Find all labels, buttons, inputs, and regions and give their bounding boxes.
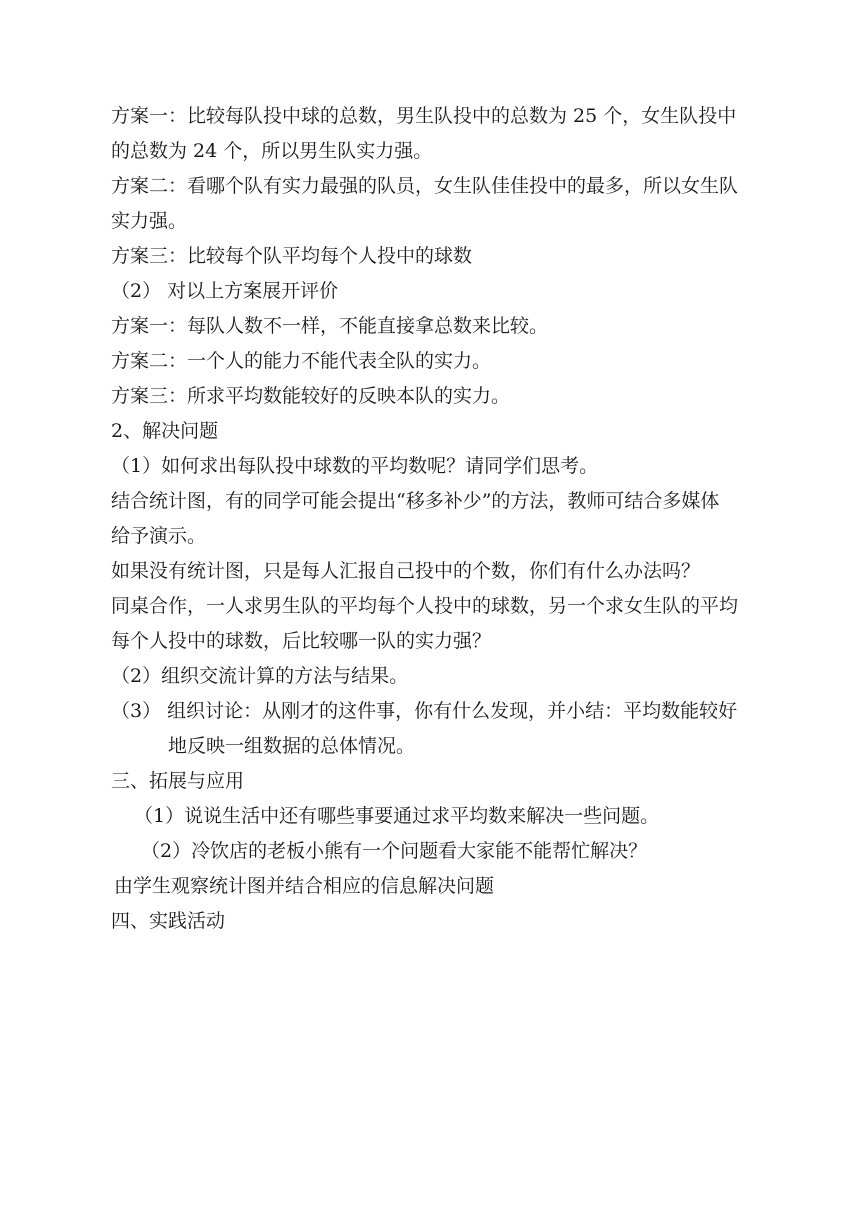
paragraph-line: （2）冷饮店的老板小熊有一个问题看大家能不能帮忙解决？ xyxy=(141,840,648,862)
paragraph-line: 结合统计图，有的同学可能会提出“移多补少”的方法，教师可结合多媒体 xyxy=(111,490,720,512)
paragraph-line: （2）组织交流计算的方法与结果。 xyxy=(111,665,409,687)
paragraph-line: 方案三：所求平均数能较好的反映本队的实力。 xyxy=(111,385,511,407)
paragraph-line: 每个人投中的球数，后比较哪一队的实力强？ xyxy=(111,630,492,652)
paragraph-line: 方案二：看哪个队有实力最强的队员，女生队佳佳投中的最多，所以女生队 xyxy=(111,175,739,197)
paragraph-line: 给予演示。 xyxy=(111,525,207,547)
paragraph-line: 方案一：每队人数不一样，不能直接拿总数来比较。 xyxy=(111,315,549,337)
paragraph-line: 方案二：一个人的能力不能代表全队的实力。 xyxy=(111,350,492,372)
paragraph-line: 同桌合作，一人求男生队的平均每个人投中的球数，另一个求女生队的平均 xyxy=(111,595,739,617)
paragraph-line: （2） 对以上方案展开评价 xyxy=(111,280,339,302)
paragraph-line: 实力强。 xyxy=(111,210,188,232)
section-heading: 四、实践活动 xyxy=(111,910,226,932)
paragraph-line: （1）如何求出每队投中球数的平均数呢？请同学们思考。 xyxy=(111,455,599,477)
paragraph-line: 的总数为 24 个，所以男生队实力强。 xyxy=(111,140,433,162)
paragraph-line: （3） 组织讨论：从刚才的这件事，你有什么发现，并小结：平均数能较好 xyxy=(111,700,738,722)
section-heading: 三、拓展与应用 xyxy=(111,770,245,792)
paragraph-line: 地反映一组数据的总体情况。 xyxy=(168,735,416,757)
paragraph-line: 由学生观察统计图并结合相应的信息解决问题 xyxy=(114,875,495,897)
paragraph-line: 方案一：比较每队投中球的总数，男生队投中的总数为 25 个，女生队投中 xyxy=(111,105,737,127)
paragraph-line: 如果没有统计图，只是每人汇报自己投中的个数，你们有什么办法吗？ xyxy=(111,560,701,582)
paragraph-line: （1）说说生活中还有哪些事要通过求平均数来解决一些问题。 xyxy=(134,805,660,827)
paragraph-line: 方案三：比较每个队平均每个人投中的球数 xyxy=(111,245,473,267)
section-heading: 2、解决问题 xyxy=(111,420,219,442)
